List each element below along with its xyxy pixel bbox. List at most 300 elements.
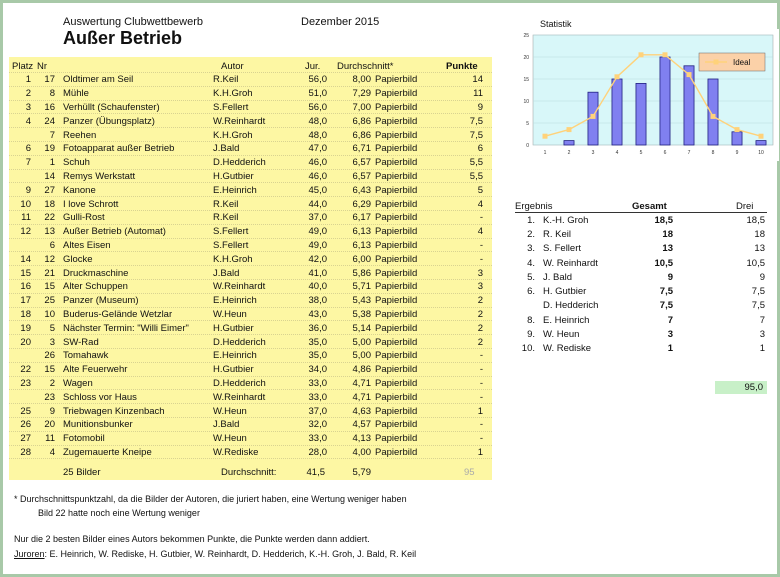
title-cell: Fotoapparat außer Betrieb: [63, 143, 175, 155]
title-cell: Oldtimer am Seil: [63, 74, 134, 86]
jury-points-cell: 28,0: [308, 446, 327, 458]
average-cell: 4,00: [352, 446, 371, 458]
ranking-best-three: 18: [754, 228, 765, 240]
rank-cell: 11: [21, 212, 31, 224]
summary-jur: 41,5: [306, 467, 325, 478]
jury-points-cell: 33,0: [308, 391, 327, 403]
ranking-total: 1: [667, 343, 673, 355]
table-row: [9, 114, 485, 128]
average-cell: 5,00: [352, 336, 371, 348]
average-cell: 5,14: [352, 322, 371, 334]
author-cell: E.Heinrich: [213, 295, 257, 307]
jury-points-cell: 51,0: [308, 88, 327, 100]
ranking-position: 2.: [527, 228, 535, 240]
type-cell: Papierbild: [375, 267, 418, 279]
author-cell: D.Hedderich: [213, 157, 266, 169]
points-cell: 2: [477, 295, 483, 307]
points-cell: 4: [477, 226, 483, 238]
points-cell: 3: [477, 281, 483, 293]
jurors-list: : E. Heinrich, W. Rediske, H. Gutbier, W. Reinhardt, D. Hedderich, K.-H. Groh, J. Bald, R. Keil: [44, 549, 417, 559]
points-cell: -: [479, 419, 483, 431]
points-cell: 1: [477, 405, 483, 417]
number-cell: 22: [44, 212, 55, 224]
chart-y-tick-label: 0: [526, 143, 529, 149]
points-cell: 7,5: [469, 129, 483, 141]
table-row: [9, 335, 485, 349]
points-cell: -: [479, 350, 483, 362]
col-header-avg: Durchschnitt*: [337, 61, 394, 72]
ranking-total: 7: [667, 314, 673, 326]
average-cell: 6,29: [352, 198, 371, 210]
average-cell: 6,17: [352, 212, 371, 224]
author-ranking-table: [515, 213, 767, 356]
average-cell: 4,86: [352, 364, 371, 376]
title-cell: Schloss vor Haus: [63, 391, 137, 403]
number-cell: 15: [44, 364, 55, 376]
points-cell: 2: [477, 322, 483, 334]
chart-bar: [612, 79, 622, 145]
points-cell: 9: [477, 101, 483, 113]
title-cell: Schuh: [63, 157, 90, 169]
statistics-chart: [513, 29, 779, 161]
number-cell: 11: [45, 433, 55, 445]
type-cell: Papierbild: [375, 74, 418, 86]
type-cell: Papierbild: [375, 322, 418, 334]
average-cell: 7,29: [352, 88, 371, 100]
points-cell: 11: [473, 88, 483, 100]
chart-bar: [684, 66, 694, 145]
chart-legend-label: Ideal: [733, 58, 751, 67]
title-cell: Mühle: [63, 88, 89, 100]
author-cell: W.Heun: [213, 433, 247, 445]
title-cell: Reehen: [63, 129, 97, 141]
chart-x-tick-label: 7: [687, 150, 691, 156]
points-cell: 5,5: [469, 157, 483, 169]
col-header-autor: Autor: [221, 61, 244, 72]
points-cell: -: [479, 364, 483, 376]
author-cell: W.Reinhardt: [213, 391, 266, 403]
summary-punkte: 95: [464, 467, 475, 478]
average-cell: 6,13: [352, 239, 371, 251]
ranking-row: [515, 327, 767, 341]
rank-cell: 16: [20, 281, 31, 293]
footnote-jurors: [14, 549, 416, 559]
rank-cell: 17: [20, 295, 31, 307]
type-cell: Papierbild: [375, 350, 418, 362]
rank-cell: 23: [20, 377, 31, 389]
type-cell: Papierbild: [375, 281, 418, 293]
author-cell: E.Heinrich: [213, 184, 257, 196]
ranking-row: [515, 227, 767, 241]
jury-points-cell: 32,0: [308, 419, 327, 431]
type-cell: Papierbild: [375, 212, 418, 224]
jury-points-cell: 37,0: [308, 212, 327, 224]
ranking-total: 10,5: [654, 257, 673, 269]
points-cell: -: [479, 433, 483, 445]
ranking-row: [515, 342, 767, 356]
table-row: [9, 404, 485, 418]
number-cell: 25: [44, 295, 55, 307]
chart-legend-marker: [714, 60, 719, 65]
rank-cell: [9, 349, 33, 363]
chart-y-tick-label: 15: [523, 77, 529, 83]
ranking-position: 1.: [527, 214, 535, 226]
type-cell: Papierbild: [375, 336, 418, 348]
type-cell: Papierbild: [375, 129, 418, 141]
author-cell: H.Gutbier: [213, 170, 254, 182]
number-cell: 16: [44, 101, 55, 113]
points-cell: 1: [477, 446, 483, 458]
competition-subject: Außer Betrieb: [63, 28, 183, 48]
ranking-best-three: 18,5: [746, 214, 765, 226]
summary-avg: 5,79: [352, 467, 371, 478]
type-cell: Papierbild: [375, 377, 418, 389]
author-cell: W.Heun: [213, 308, 247, 320]
rank-cell: 19: [20, 322, 31, 334]
ranking-best-three: 13: [754, 243, 765, 255]
title-cell: I love Schrott: [63, 198, 119, 210]
chart-x-tick-label: 5: [639, 150, 643, 156]
chart-bar: [732, 132, 742, 145]
table-row: [9, 101, 485, 115]
title-cell: Zugemauerte Kneipe: [63, 446, 152, 458]
rank-cell: 27: [20, 433, 31, 445]
chart-ideal-point: [759, 134, 764, 139]
title-cell: Außer Betrieb (Automat): [63, 226, 166, 238]
average-cell: 5,86: [352, 267, 371, 279]
average-cell: 6,13: [352, 226, 371, 238]
ranking-total: 18,5: [654, 214, 673, 226]
number-cell: 7: [49, 129, 55, 141]
rank-cell: 28: [20, 446, 31, 458]
chart-bar: [660, 57, 670, 145]
average-cell: 5,38: [352, 308, 371, 320]
results-table: [9, 73, 485, 459]
jury-points-cell: 36,0: [308, 322, 327, 334]
rank-cell: 14: [20, 253, 31, 265]
jury-points-cell: 37,0: [308, 405, 327, 417]
points-cell: 7,5: [469, 115, 483, 127]
chart-ideal-point: [567, 127, 572, 132]
ranking-row: [515, 270, 767, 284]
sheet-title: Auswertung Clubwettbewerb: [63, 16, 204, 28]
title-cell: Glocke: [63, 253, 93, 265]
rank-cell: 20: [20, 336, 31, 348]
jury-points-cell: 44,0: [308, 198, 327, 210]
type-cell: Papierbild: [375, 88, 418, 100]
table-row: [9, 266, 485, 280]
rank-cell: 1: [25, 74, 31, 86]
rank-cell: 15: [20, 267, 31, 279]
rank-cell: [9, 128, 33, 142]
rank-cell: 26: [20, 419, 31, 431]
chart-y-tick-label: 20: [523, 55, 529, 61]
type-cell: Papierbild: [375, 170, 418, 182]
ranking-author: E. Heinrich: [543, 314, 590, 326]
jury-points-cell: 49,0: [308, 239, 327, 251]
average-cell: 6,43: [352, 184, 371, 196]
average-cell: 4,63: [352, 405, 371, 417]
title-cell: SW-Rad: [63, 336, 99, 348]
type-cell: Papierbild: [375, 253, 418, 265]
jury-points-cell: 47,0: [308, 143, 327, 155]
number-cell: 6: [49, 239, 55, 251]
ranking-total: 3: [667, 329, 673, 341]
jury-points-cell: 56,0: [308, 74, 327, 86]
jury-points-cell: 56,0: [308, 101, 327, 113]
title-cell: Gulli-Rost: [63, 212, 105, 224]
ranking-total: 9: [667, 271, 673, 283]
chart-y-tick-label: 25: [523, 33, 529, 39]
rank-cell: 18: [20, 308, 31, 320]
ranking-position: 3.: [527, 243, 535, 255]
summary-label: Durchschnitt:: [221, 467, 277, 478]
table-row: [9, 390, 485, 404]
author-cell: S.Fellert: [213, 101, 249, 113]
jury-points-cell: 43,0: [308, 308, 327, 320]
title-cell: Verhüllt (Schaufenster): [63, 101, 160, 113]
chart-x-tick-label: 9: [735, 150, 739, 156]
type-cell: Papierbild: [375, 226, 418, 238]
ranking-best-three: 7,5: [751, 286, 765, 298]
average-cell: 6,71: [352, 143, 371, 155]
ranking-position: 4.: [527, 257, 535, 269]
points-cell: 3: [477, 267, 483, 279]
chart-bar: [708, 79, 718, 145]
rank-cell: 12: [20, 226, 31, 238]
type-cell: Papierbild: [375, 446, 418, 458]
ranking-row: [515, 284, 767, 298]
chart-ideal-point: [711, 114, 716, 119]
type-cell: Papierbild: [375, 364, 418, 376]
author-cell: R.Keil: [213, 198, 239, 210]
number-cell: 13: [44, 226, 55, 238]
ranking-author: D. Hedderich: [543, 300, 599, 312]
ranking-author: W. Rediske: [543, 343, 592, 355]
ranking-best-three: 7: [759, 314, 765, 326]
chart-ideal-point: [663, 52, 668, 57]
rank-cell: 25: [20, 405, 31, 417]
type-cell: Papierbild: [375, 295, 418, 307]
number-cell: 20: [44, 419, 55, 431]
ranking-position: 10.: [521, 343, 535, 355]
author-cell: H.Gutbier: [213, 322, 254, 334]
jurors-label: Juroren: [14, 549, 45, 559]
rank-cell: 2: [25, 88, 31, 100]
jury-points-cell: 33,0: [308, 433, 327, 445]
ranking-author: S. Fellert: [543, 243, 582, 255]
ranking-author: W. Heun: [543, 329, 580, 341]
type-cell: Papierbild: [375, 308, 418, 320]
number-cell: 19: [44, 143, 55, 155]
points-cell: 6: [477, 143, 483, 155]
number-cell: 4: [49, 446, 55, 458]
type-cell: Papierbild: [375, 391, 418, 403]
title-cell: Nächster Termin: "Willi Eimer": [63, 322, 189, 334]
ranking-row: [515, 242, 767, 256]
results-col-gesamt: Gesamt: [632, 201, 667, 212]
ranking-total: 7,5: [659, 286, 673, 298]
table-row: [9, 197, 485, 211]
chart-x-tick-label: 10: [758, 150, 764, 156]
points-cell: -: [479, 212, 483, 224]
average-cell: 6,57: [352, 170, 371, 182]
table-row: [9, 73, 485, 87]
rank-cell: 10: [20, 198, 31, 210]
author-cell: S.Fellert: [213, 226, 249, 238]
ranking-author: W. Reinhardt: [543, 257, 598, 269]
ranking-author: K.-H. Groh: [543, 214, 589, 226]
table-row: [9, 432, 485, 446]
number-cell: 26: [44, 350, 55, 362]
footnote-scoring-rule: Nur die 2 besten Bilder eines Autors bekommen Punkte, die Punkte werden dann addiert.: [14, 534, 370, 544]
title-cell: Tomahawk: [63, 350, 109, 362]
title-cell: Munitionsbunker: [63, 419, 133, 431]
footnote-image22: Bild 22 hatte noch eine Wertung weniger: [38, 508, 200, 518]
table-row: [9, 446, 485, 460]
author-cell: R.Keil: [213, 74, 239, 86]
sheet-month: Dezember 2015: [301, 16, 380, 28]
ranking-total: 13: [662, 243, 673, 255]
ranking-best-three: 9: [759, 271, 765, 283]
number-cell: 2: [49, 377, 55, 389]
author-cell: J.Bald: [213, 143, 240, 155]
jury-points-cell: 46,0: [308, 157, 327, 169]
average-cell: 4,71: [352, 391, 371, 403]
chart-bar: [564, 141, 574, 145]
table-row: [9, 321, 485, 335]
average-cell: 6,86: [352, 115, 371, 127]
type-cell: Papierbild: [375, 143, 418, 155]
table-row: [9, 211, 485, 225]
statistics-label: Statistik: [540, 19, 572, 29]
title-cell: Altes Eisen: [63, 239, 111, 251]
ranking-row: [515, 313, 767, 327]
chart-bar: [636, 83, 646, 145]
number-cell: 9: [49, 405, 55, 417]
ranking-position: 8.: [527, 314, 535, 326]
points-cell: 14: [472, 74, 483, 86]
type-cell: Papierbild: [375, 405, 418, 417]
average-cell: 4,71: [352, 377, 371, 389]
ranking-total: 18: [662, 228, 673, 240]
chart-ideal-point: [639, 52, 644, 57]
number-cell: 17: [44, 74, 55, 86]
jury-points-cell: 41,0: [308, 267, 327, 279]
chart-x-tick-label: 8: [711, 150, 715, 156]
jury-points-cell: 38,0: [308, 295, 327, 307]
chart-ideal-point: [735, 127, 740, 132]
jury-points-cell: 35,0: [308, 336, 327, 348]
rank-cell: [9, 239, 33, 253]
author-cell: E.Heinrich: [213, 350, 257, 362]
points-cell: -: [479, 239, 483, 251]
title-cell: Fotomobil: [63, 433, 105, 445]
points-cell: 5,5: [469, 170, 483, 182]
author-cell: W.Reinhardt: [213, 281, 266, 293]
ranking-author: R. Keil: [543, 228, 571, 240]
rank-cell: 4: [25, 115, 31, 127]
points-cell: 5: [477, 184, 483, 196]
col-header-nr: Nr: [37, 61, 48, 72]
jury-points-cell: 42,0: [308, 253, 327, 265]
ranking-total: 7,5: [659, 300, 673, 312]
ranking-best-three: 10,5: [746, 257, 765, 269]
author-cell: K.H.Groh: [213, 253, 253, 265]
type-cell: Papierbild: [375, 239, 418, 251]
col-header-platz: Platz: [12, 61, 34, 72]
points-cell: 2: [477, 336, 483, 348]
table-row: [9, 170, 485, 184]
number-cell: 18: [44, 198, 55, 210]
chart-x-tick-label: 6: [663, 150, 667, 156]
type-cell: Papierbild: [375, 184, 418, 196]
chart-x-tick-label: 1: [543, 150, 547, 156]
table-row: [9, 349, 485, 363]
footnote-average: * Durchschnittspunktzahl, da die Bilder der Autoren, die juriert haben, eine Wertung weniger haben: [14, 494, 407, 504]
average-cell: 7,00: [352, 101, 371, 113]
author-cell: R.Keil: [213, 212, 239, 224]
type-cell: Papierbild: [375, 115, 418, 127]
chart-x-tick-label: 4: [615, 150, 619, 156]
chart-ideal-point: [687, 72, 692, 77]
points-cell: 4: [477, 198, 483, 210]
col-header-jur: Jur.: [305, 61, 321, 72]
number-cell: 15: [44, 281, 55, 293]
jury-points-cell: 35,0: [308, 350, 327, 362]
chart-x-tick-label: 2: [567, 150, 571, 156]
average-cell: 5,43: [352, 295, 371, 307]
total-points-cell: 95,0: [715, 381, 767, 394]
author-cell: S.Fellert: [213, 239, 249, 251]
author-cell: W.Reinhardt: [213, 115, 266, 127]
ranking-best-three: 1: [759, 343, 765, 355]
type-cell: Papierbild: [375, 198, 418, 210]
type-cell: Papierbild: [375, 101, 418, 113]
title-cell: Alter Schuppen: [63, 281, 128, 293]
col-header-punkte: Punkte: [446, 61, 478, 72]
title-cell: Kanone: [63, 184, 96, 196]
title-cell: Druckmaschine: [63, 267, 129, 279]
chart-svg: [513, 29, 779, 161]
type-cell: Papierbild: [375, 433, 418, 445]
table-row: [9, 183, 485, 197]
title-cell: Triebwagen Kinzenbach: [63, 405, 165, 417]
rank-cell: 22: [20, 364, 31, 376]
summary-count: 25 Bilder: [63, 467, 101, 478]
chart-x-tick-label: 3: [591, 150, 595, 156]
number-cell: 8: [49, 88, 55, 100]
number-cell: 5: [49, 322, 55, 334]
author-cell: J.Bald: [213, 419, 240, 431]
author-cell: K.H.Groh: [213, 88, 253, 100]
number-cell: 24: [44, 115, 55, 127]
ranking-author: J. Bald: [543, 271, 573, 283]
title-cell: Panzer (Museum): [63, 295, 139, 307]
title-cell: Wagen: [63, 377, 93, 389]
ranking-position: 9.: [527, 329, 535, 341]
ranking-position: [515, 299, 537, 313]
points-cell: -: [479, 391, 483, 403]
ranking-best-three: 7,5: [751, 300, 765, 312]
table-row: [9, 142, 485, 156]
chart-y-tick-label: 5: [526, 121, 529, 127]
author-cell: J.Bald: [213, 267, 240, 279]
rank-cell: [9, 390, 33, 404]
table-row: [9, 128, 485, 142]
title-cell: Panzer (Übungsplatz): [63, 115, 155, 127]
type-cell: Papierbild: [375, 419, 418, 431]
